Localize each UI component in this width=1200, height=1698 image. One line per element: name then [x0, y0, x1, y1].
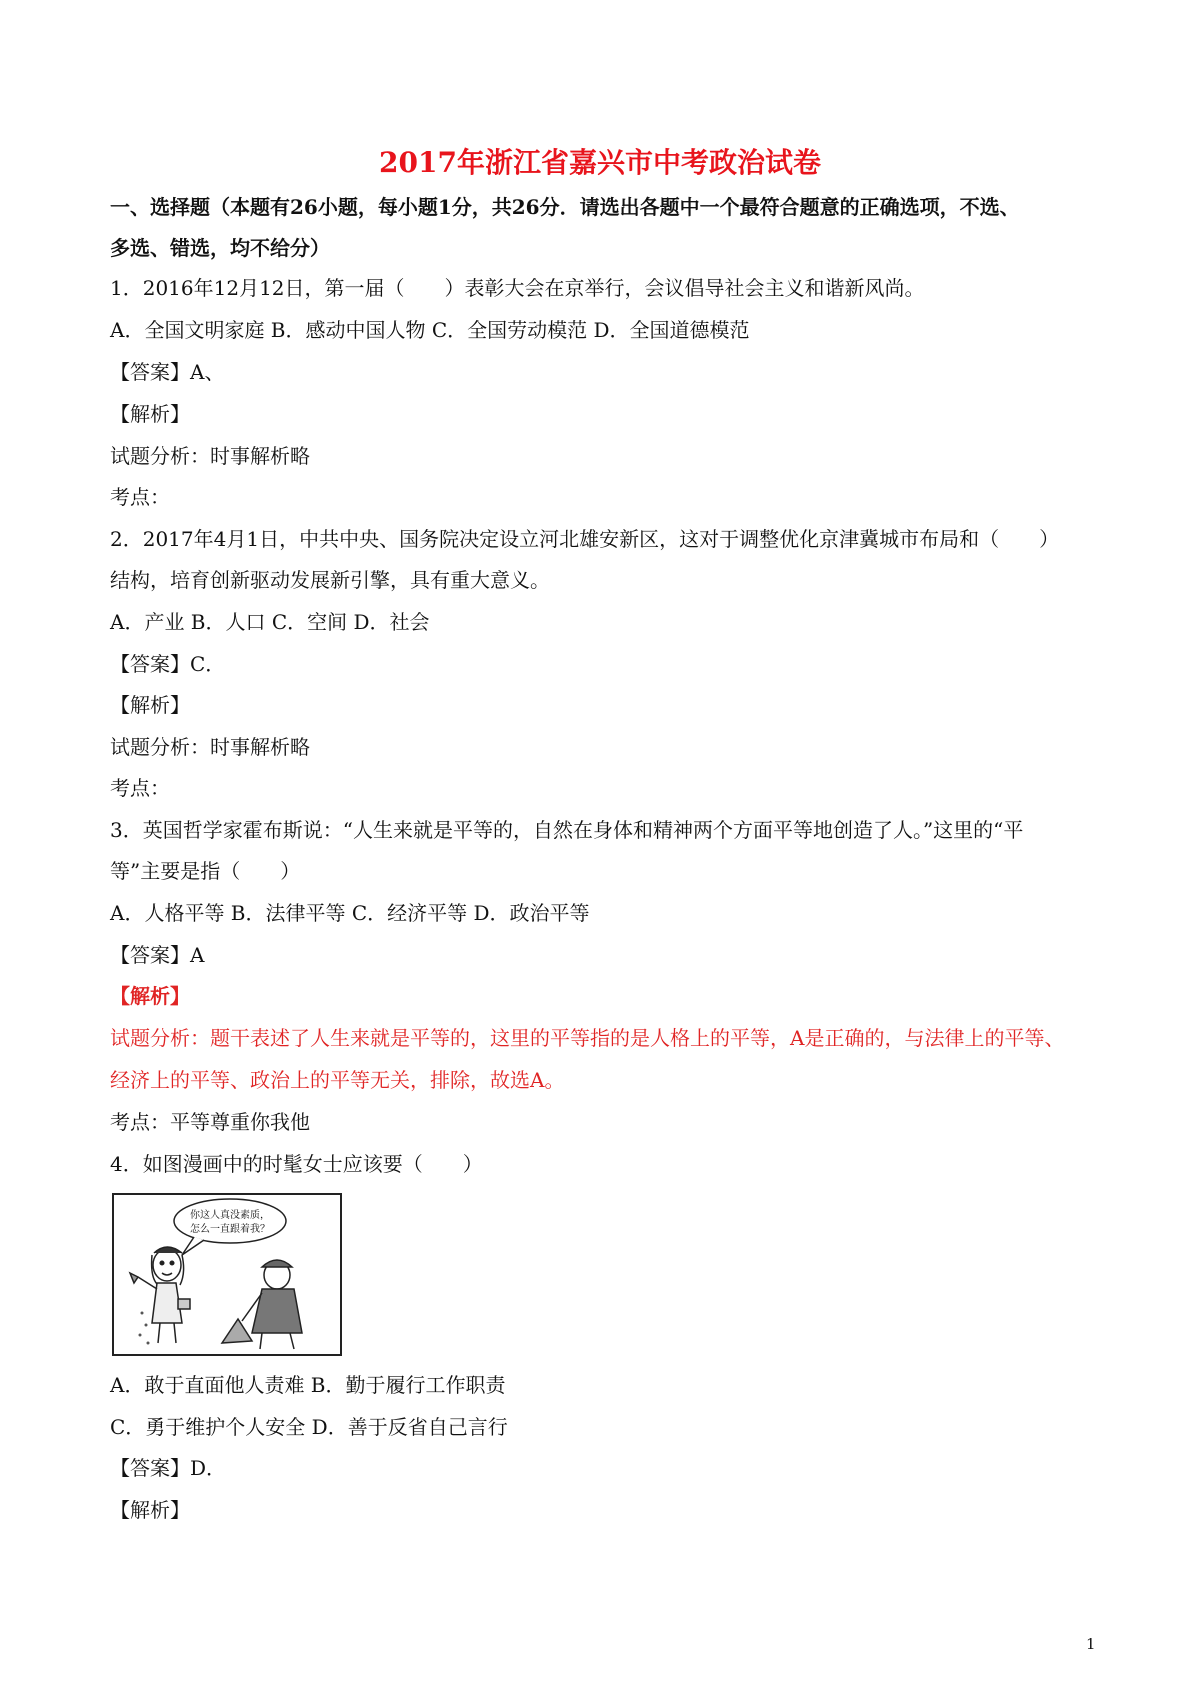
q3-stem-line1: 3．英国哲学家霍布斯说：“人生来就是平等的，自然在身体和精神两个方面平等地创造了人。”这里的“平	[110, 818, 1024, 842]
q3-stem-line2: 等”主要是指（ ）	[110, 859, 301, 883]
q1-analysis: 试题分析：时事解析略	[110, 444, 310, 468]
q4-analysis-label: 【解析】	[110, 1498, 190, 1522]
q2-analysis: 试题分析：时事解析略	[110, 735, 310, 759]
q2-answer: 【答案】C．	[110, 652, 226, 676]
q3-answer: 【答案】A	[110, 943, 205, 967]
cartoon-speech-bubble	[174, 1199, 286, 1243]
exam-title: 2017年浙江省嘉兴市中考政治试卷	[379, 146, 821, 179]
q1-stem: 1．2016年12月12日，第一届（ ）表彰大会在京举行，会议倡导社会主义和谐新风尚。	[110, 276, 925, 300]
q3-kaodian: 考点：平等尊重你我他	[110, 1110, 310, 1134]
q3-analysis-label: 【解析】	[110, 984, 190, 1008]
q1-analysis-label: 【解析】	[110, 402, 190, 426]
q4-stem: 4．如图漫画中的时髦女士应该要（ ）	[110, 1152, 483, 1176]
q2-stem-line2: 结构，培育创新驱动发展新引擎，具有重大意义。	[110, 568, 550, 592]
q2-options: A．产业 B．人口 C．空间 D．社会	[110, 610, 430, 634]
section-heading-line1: 一、选择题（本题有26小题，每小题1分，共26分．请选出各题中一个最符合题意的正确选项，不选、	[110, 195, 1020, 219]
q3-analysis-line1: 试题分析：题干表述了人生来就是平等的，这里的平等指的是人格上的平等，A是正确的，与法律上的平等、	[110, 1026, 1065, 1050]
q4-options-line2: C．勇于维护个人安全 D．善于反省自己言行	[110, 1415, 508, 1439]
q2-stem-line1: 2．2017年4月1日，中共中央、国务院决定设立河北雄安新区，这对于调整优化京津冀城市布局和（ ）	[110, 527, 1060, 551]
q4-answer: 【答案】D．	[110, 1456, 227, 1480]
q2-analysis-label: 【解析】	[110, 693, 190, 717]
q2-kaodian: 考点：	[110, 776, 170, 800]
cartoon-bubble-text-2: 怎么一直跟着我？	[190, 1224, 270, 1235]
q3-options: A．人格平等 B．法律平等 C．经济平等 D．政治平等	[110, 901, 590, 925]
q3-analysis-line2: 经济上的平等、政治上的平等无关，排除，故选A。	[110, 1068, 565, 1092]
q1-kaodian: 考点：	[110, 485, 170, 509]
section-heading-line2: 多选、错选，均不给分）	[110, 236, 330, 260]
q4-cartoon-image	[112, 1193, 342, 1356]
page-number: 1	[1086, 1635, 1096, 1653]
q4-options-line1: A．敢于直面他人责难 B．勤于履行工作职责	[110, 1373, 506, 1397]
q1-answer: 【答案】A、	[110, 360, 225, 384]
cartoon-bubble-text-1: 你这人真没素质，	[190, 1210, 270, 1221]
q1-options: A．全国文明家庭 B．感动中国人物 C．全国劳动模范 D．全国道德模范	[110, 318, 750, 342]
